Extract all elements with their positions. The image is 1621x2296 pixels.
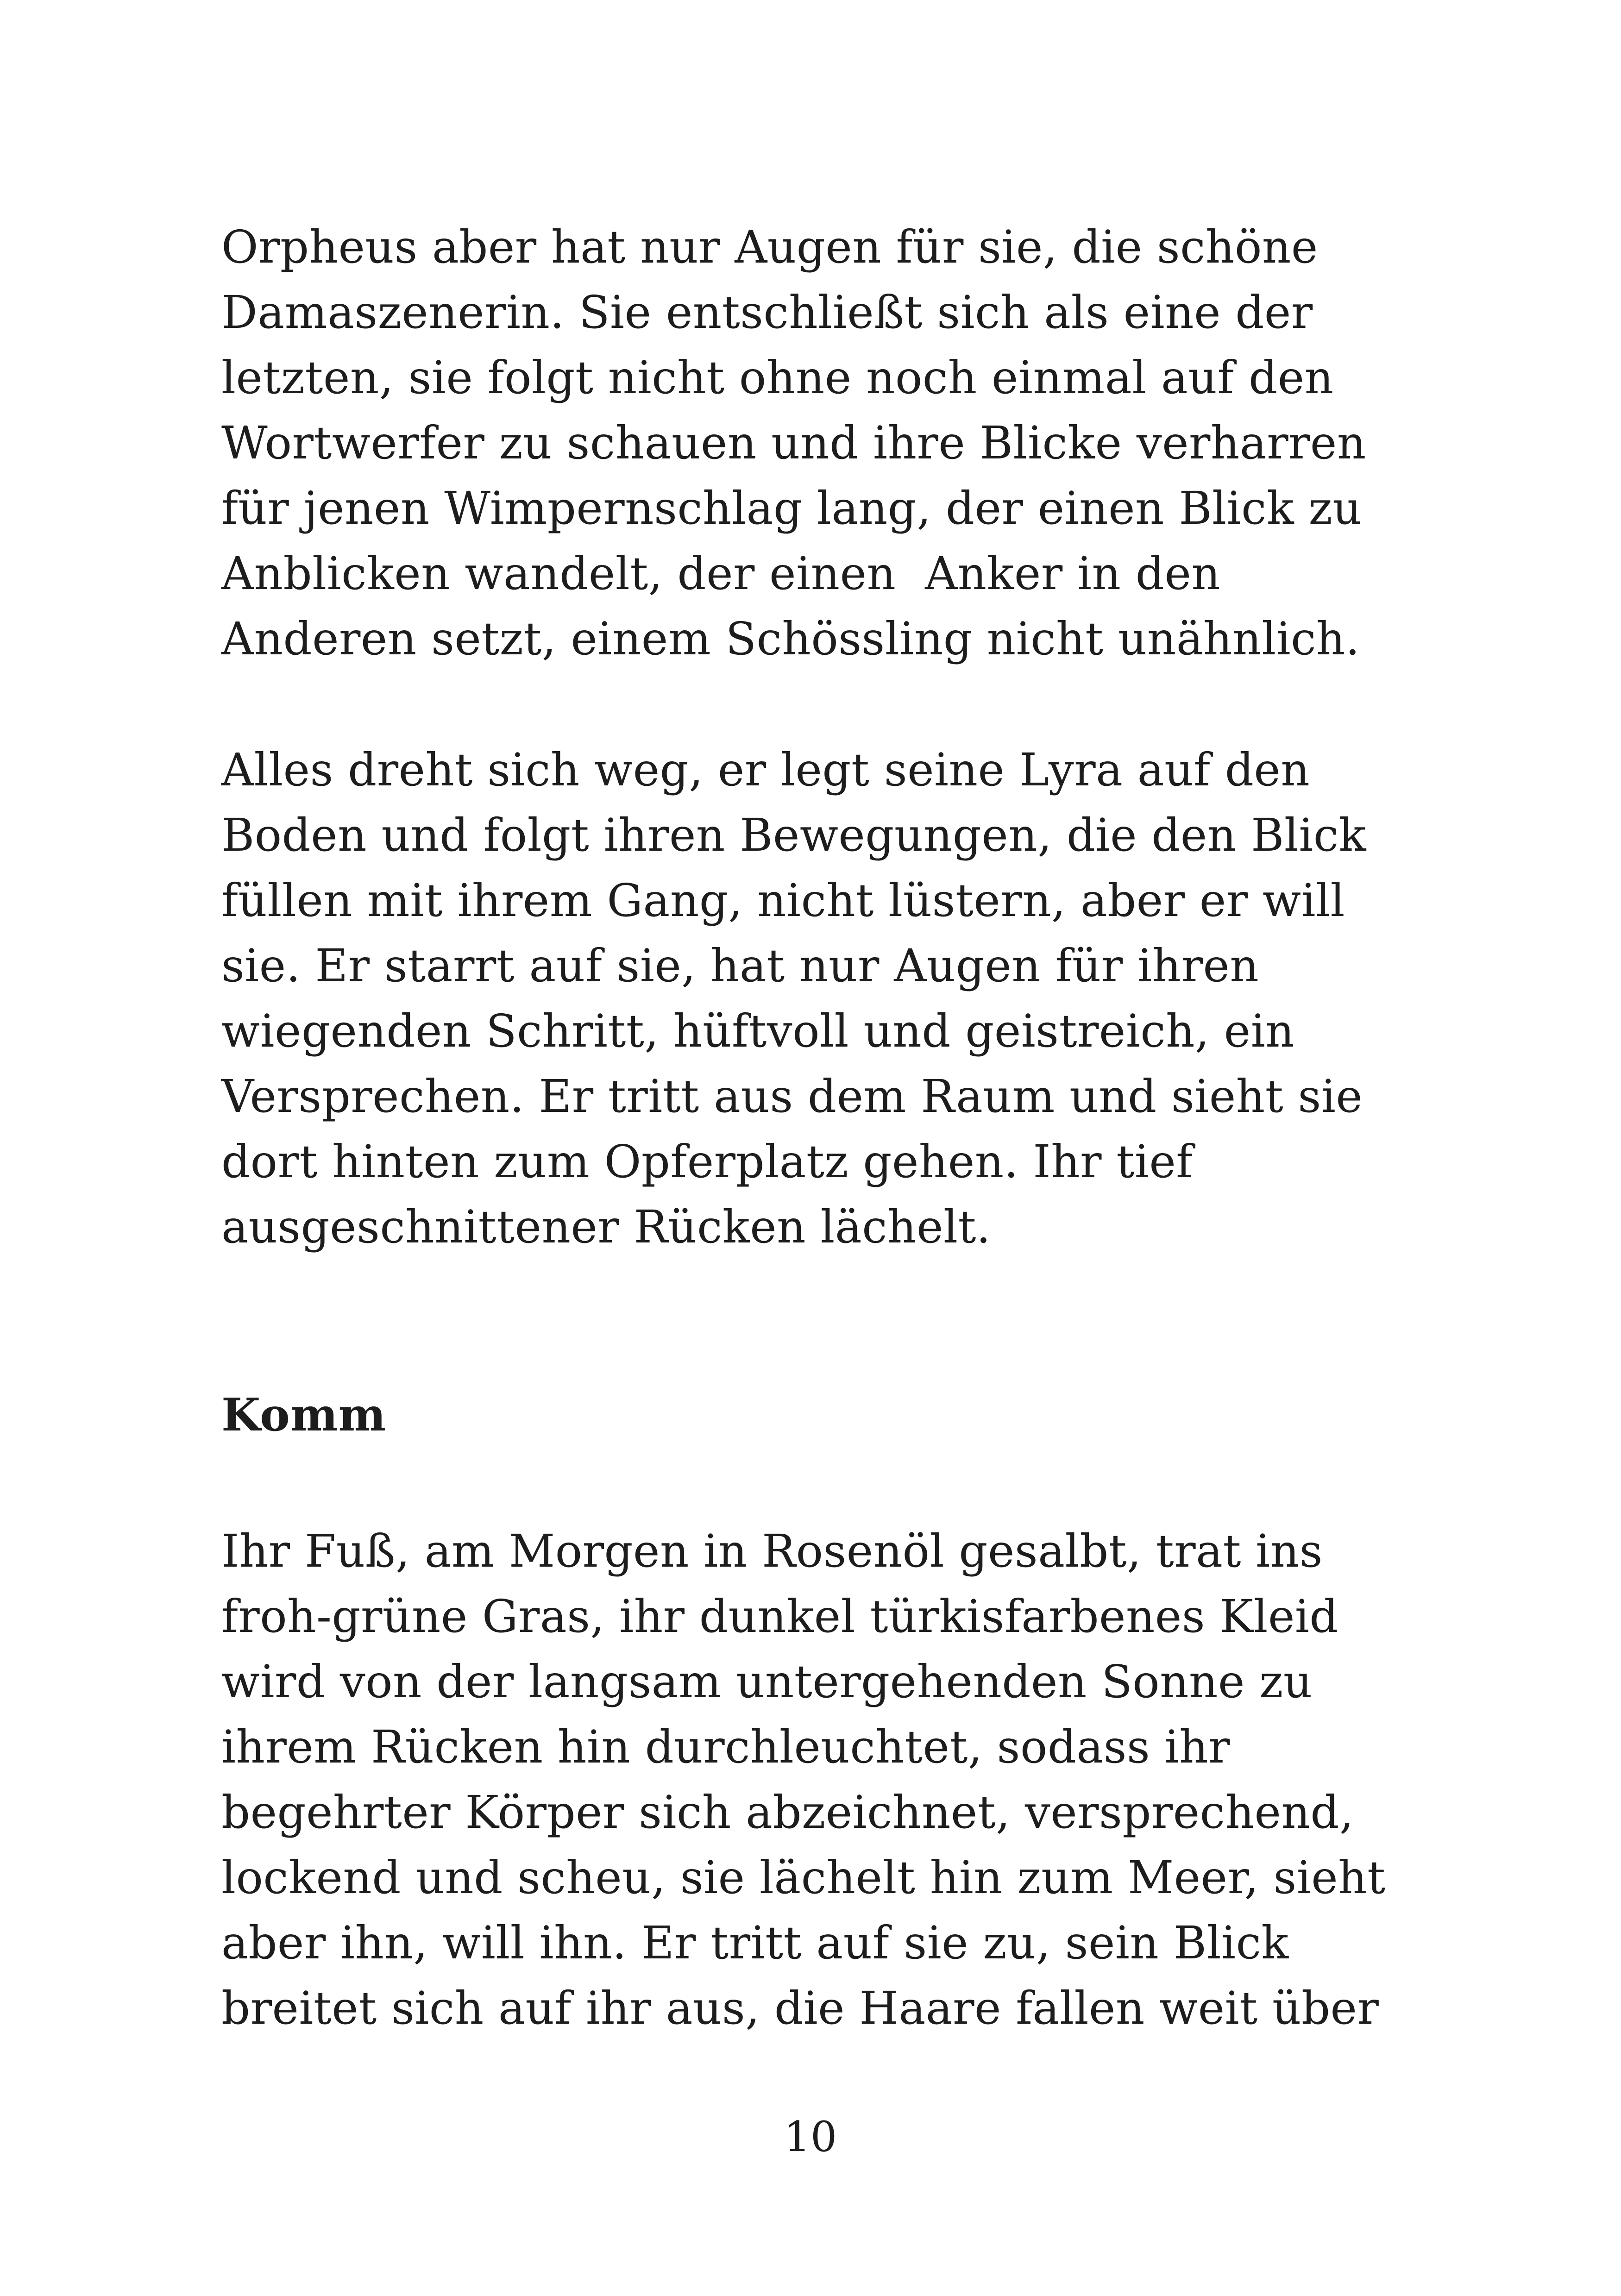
text-line: Orpheus aber hat nur Augen für sie, die schöne	[221, 221, 1318, 273]
text-line: ihrem Rücken hin durchleuchtet, sodass ihr	[221, 1721, 1231, 1773]
text-line: sie. Er starrt auf sie, hat nur Augen für ihren	[221, 940, 1259, 992]
section-heading: Komm	[221, 1388, 387, 1441]
text-line: froh-grüne Gras, ihr dunkel türkisfarbenes Kleid	[221, 1590, 1338, 1643]
text-line: begehrter Körper sich abzeichnet, versprechend,	[221, 1786, 1354, 1838]
text-line: wiegenden Schritt, hüftvoll und geistreich, ein	[221, 1005, 1295, 1057]
text-line: Boden und folgt ihren Bewegungen, die den Blick	[221, 809, 1367, 861]
text-line: Anblicken wandelt, der einen Anker in den	[221, 547, 1221, 600]
text-line: dort hinten zum Opferplatz gehen. Ihr tief	[221, 1135, 1193, 1188]
text-line: lockend und scheu, sie lächelt hin zum Meer, sieht	[221, 1851, 1386, 1904]
text-line: füllen mit ihrem Gang, nicht lüstern, aber er will	[221, 874, 1345, 927]
paragraph-orpheus	[221, 214, 1435, 671]
text-line: Alles dreht sich weg, er legt seine Lyra auf den	[221, 744, 1310, 796]
text-line: breitet sich auf ihr aus, die Haare fallen weit über	[221, 1982, 1379, 2034]
text-line: Versprechen. Er tritt aus dem Raum und sieht sie	[221, 1070, 1363, 1123]
text-line: ausgeschnittener Rücken lächelt.	[221, 1201, 991, 1253]
text-line: Anderen setzt, einem Schössling nicht unähnlich.	[221, 613, 1360, 665]
text-line: wird von der langsam untergehenden Sonne zu	[221, 1656, 1313, 1708]
text-line: Wortwerfer zu schauen und ihre Blicke verharren	[221, 417, 1366, 469]
text-line: für jenen Wimpernschlag lang, der einen Blick zu	[221, 482, 1362, 534]
paragraph-alles-dreht	[221, 737, 1435, 1260]
text-line: letzten, sie folgt nicht ohne noch einmal auf den	[221, 351, 1334, 404]
paragraph-ihr-fuss	[221, 1518, 1435, 2041]
text-line: aber ihn, will ihn. Er tritt auf sie zu, sein Blick	[221, 1917, 1289, 1969]
page-number: 10	[784, 2113, 837, 2161]
text-line: Ihr Fuß, am Morgen in Rosenöl gesalbt, trat ins	[221, 1525, 1323, 1577]
text-line: Damaszenerin. Sie entschließt sich als eine der	[221, 286, 1313, 339]
